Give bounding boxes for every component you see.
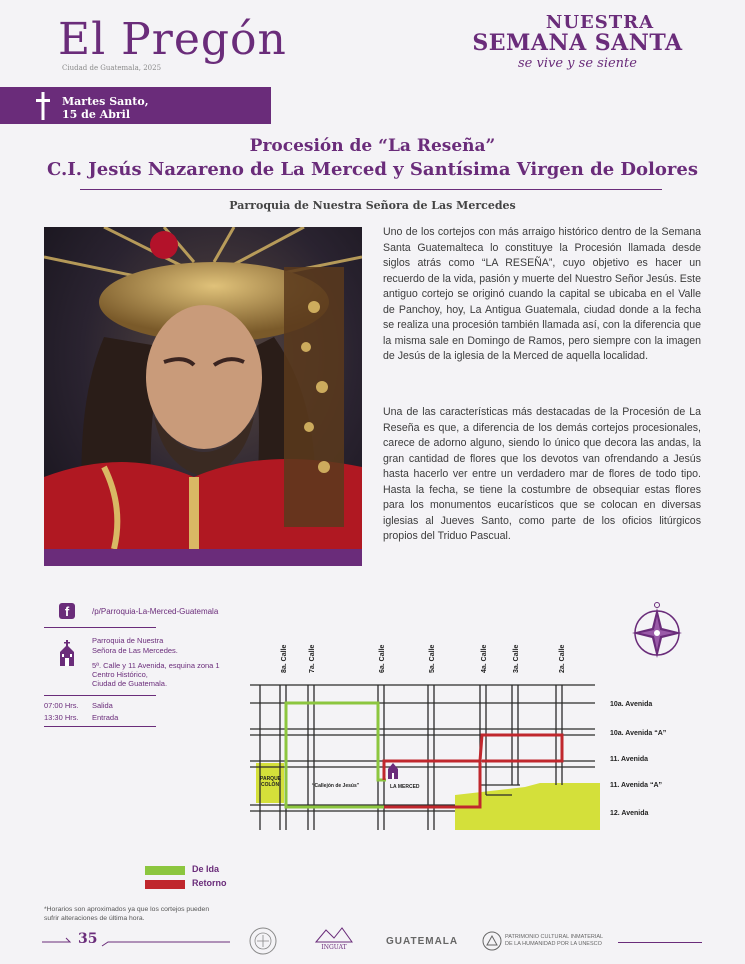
info-divider bbox=[44, 627, 156, 628]
departure-time: 07:00 Hrs. bbox=[44, 701, 79, 710]
procession-subtitle: C.I. Jesús Nazareno de La Merced y Santísima Virgen de Dolores bbox=[47, 159, 698, 180]
photo-caption-strip bbox=[44, 549, 362, 566]
cross-icon bbox=[36, 92, 50, 120]
procession-title: Procesión de “La Reseña” bbox=[249, 136, 496, 156]
legend-retorno-swatch bbox=[145, 880, 185, 889]
jesus-nazareno-photo bbox=[44, 227, 362, 549]
street-label: 5a. Calle bbox=[429, 644, 436, 673]
street-label: 8a. Calle bbox=[281, 644, 288, 673]
street-label: 3a. Calle bbox=[513, 644, 520, 673]
street-label: 6a. Calle bbox=[379, 644, 386, 673]
facebook-icon[interactable]: f bbox=[59, 603, 75, 619]
church-name-line-2: Señora de Las Mercedes. bbox=[92, 646, 178, 655]
guatemala-logo: GUATEMALA bbox=[386, 936, 459, 947]
church-address-line-1: 5ª. Calle y 11 Avenida, esquina zona 1 bbox=[92, 661, 220, 670]
park-label-1: PARQUE bbox=[260, 776, 282, 782]
street-label: 4a. Calle bbox=[481, 644, 488, 673]
avenue-label: 12. Avenida bbox=[610, 810, 649, 817]
body-paragraph-1: Uno de los cortejos con más arraigo histórico dentro de la Semana Santa Guatemalteca lo constituye la Procesión llamada desde siglos atrás como “LA RESEÑA”, cuyo objetivo es hacer un recuerdo de la vida, pasión y muerte del Nuestro Señor Jesús. Este antiguo cortejo se originó cuando la capital se ubicaba en el Valle de Panchoy, hoy, La Antigua Guatemala, ciudad donde a la fecha se realiza una procesión también llamada así, con la diferencia que la misma sale en Domingo de Ramos, pero siempre con la imagen de Jesús de la iglesia de la Merced de aquella localidad. bbox=[383, 226, 701, 362]
inguat-logo-text: INGUAT bbox=[321, 944, 347, 951]
unesco-logo bbox=[482, 931, 502, 951]
park-label-2: COLÓN bbox=[261, 782, 280, 788]
footer-right-rule bbox=[618, 942, 702, 943]
route-ida bbox=[286, 703, 386, 807]
unesco-text-1: PATRIMONIO CULTURAL INMATERIAL bbox=[505, 934, 604, 940]
campaign-slogan: se vive y se siente bbox=[518, 56, 637, 71]
unesco-text-2: DE LA HUMANIDAD POR LA UNESCO bbox=[505, 941, 602, 947]
return-label: Entrada bbox=[92, 713, 119, 722]
legend-retorno-label: Retorno bbox=[192, 878, 227, 888]
date-day: Martes Santo, bbox=[62, 95, 149, 108]
legend-ida-swatch bbox=[145, 866, 185, 875]
schedule-footnote: *Horarios son aproximados ya que los cortejos pueden sufrir alteraciones de última hora. bbox=[44, 906, 210, 922]
title-divider bbox=[80, 189, 662, 190]
info-divider bbox=[44, 695, 156, 696]
church-icon bbox=[57, 640, 77, 666]
avenue-label: 10a. Avenida “A” bbox=[610, 730, 667, 737]
guatemala-seal-logo bbox=[248, 926, 278, 956]
street-label: 7a. Calle bbox=[309, 644, 316, 673]
church-name-line-1: Parroquia de Nuestra bbox=[92, 636, 164, 645]
departure-label: Salida bbox=[92, 701, 113, 710]
brand-title: El Pregón bbox=[58, 14, 287, 65]
date-date: 15 de Abril bbox=[62, 108, 131, 121]
avenue-label: 11. Avenida “A” bbox=[610, 782, 663, 789]
footer-left-rule bbox=[40, 934, 230, 950]
return-time: 13:30 Hrs. bbox=[44, 713, 79, 722]
campaign-line-1: NUESTRA bbox=[545, 12, 655, 33]
campaign-line-2: SEMANA SANTA bbox=[472, 30, 683, 56]
page-number: 35 bbox=[78, 931, 98, 947]
brand-subtitle: Ciudad de Guatemala, 2025 bbox=[62, 64, 162, 72]
church-address-line-2: Centro Histórico, bbox=[92, 670, 148, 679]
church-address-line-3: Ciudad de Guatemala. bbox=[92, 679, 168, 688]
avenue-label: 11. Avenida bbox=[610, 756, 649, 763]
street-label: 2a. Calle bbox=[559, 644, 566, 673]
body-paragraph-2: Una de las características más destacadas de la Procesión de La Reseña es que, a diferencia de los demás cortejos procesionales, carece de adorno alguno, siendo lo único que decora las andas, la gran cantidad de flores que los devotos van ofrendando a Jesús hasta hacerlo ver entre un verdadero mar de flores de todo tipo. Hasta la fecha, se tiene la costumbre de obsequiar estas flores para los monumentos eucarísticos que se colocan en diversas iglesias al Jueves Santo, como parte de los oficios litúrgicos propios del Triduo Pascual. bbox=[383, 406, 701, 542]
parish-name: Parroquia de Nuestra Señora de Las Mercedes bbox=[229, 199, 516, 212]
alley-label: “Callejón de Jesús” bbox=[312, 783, 360, 789]
facebook-link[interactable]: /p/Parroquia-La-Merced-Guatemala bbox=[92, 607, 219, 616]
church-map-label: LA MERCED bbox=[390, 784, 420, 790]
church-map-icon bbox=[388, 763, 398, 779]
route-map bbox=[250, 635, 690, 835]
info-divider bbox=[44, 726, 156, 727]
legend-ida-label: De Ida bbox=[192, 864, 220, 874]
avenue-label: 10a. Avenida bbox=[610, 701, 653, 708]
